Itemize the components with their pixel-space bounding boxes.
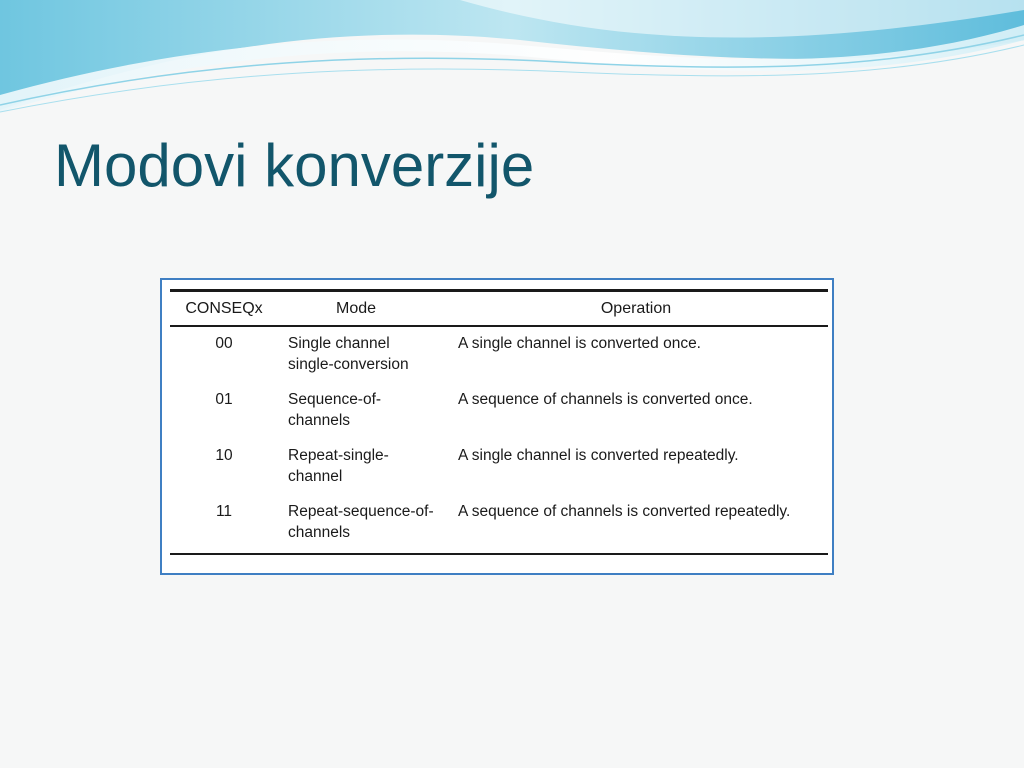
cell-mode: Sequence-of-channels — [288, 391, 382, 429]
cell-operation: A sequence of channels is converted repeatedly. — [458, 503, 791, 520]
cell-code: 11 — [215, 503, 233, 520]
header-conseqx: CONSEQx — [185, 299, 263, 317]
conseq-table — [170, 289, 828, 555]
cell-code: 10 — [215, 447, 233, 464]
cell-code: 01 — [215, 391, 233, 408]
table-row — [170, 494, 828, 554]
header-mode: Mode — [336, 299, 377, 317]
header-operation: Operation — [600, 299, 672, 317]
cell-code: 00 — [215, 335, 233, 352]
cell-mode: Repeat-single-channel — [288, 447, 389, 485]
cell-mode: Single channel single-conversion — [288, 335, 409, 373]
cell-operation: A single channel is converted repeatedly. — [458, 447, 739, 464]
header-wave-decoration — [0, 0, 1024, 130]
table-frame — [160, 278, 834, 575]
table-row — [170, 326, 828, 382]
table-row — [170, 438, 828, 494]
cell-operation: A single channel is converted once. — [458, 335, 701, 352]
table-header-row — [170, 291, 828, 327]
slide-title: Modovi konverzije — [54, 132, 535, 199]
cell-mode: Repeat-sequence-of-channels — [288, 503, 434, 541]
cell-operation: A sequence of channels is converted once. — [458, 391, 753, 408]
table-row — [170, 382, 828, 438]
